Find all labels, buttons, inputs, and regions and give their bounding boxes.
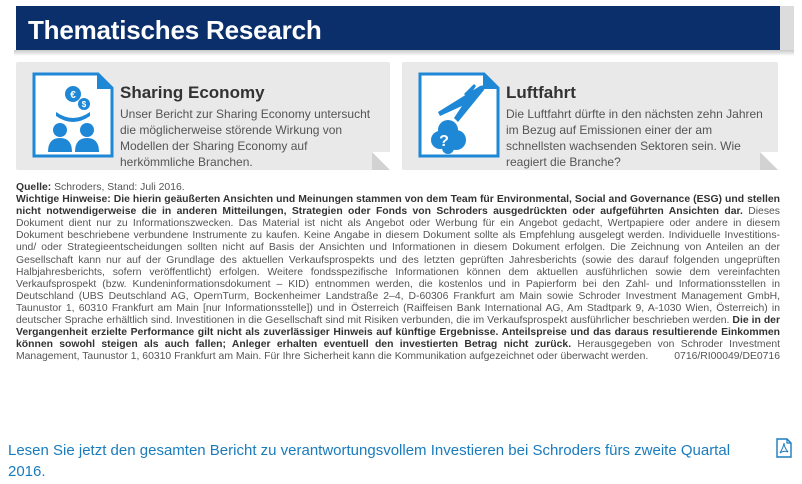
airplane-cloud-icon bbox=[418, 72, 500, 158]
source-text: Schroders, Stand: Juli 2016. bbox=[51, 182, 185, 193]
warning-text: Wichtige Hinweise: Die hierin geäußerten Ansichten und Meinungen stammen von dem Team für Environmental, Social and Governance (ESG) und stellen nicht notwendigerweise die in anderen Mitteilungen, Strategien oder Fonds von Schroders ausgedrückten oder aufgeführten Ansichten dar. bbox=[16, 194, 780, 218]
banner-tab bbox=[780, 6, 794, 54]
svg-text:?: ? bbox=[439, 133, 449, 150]
legal-disclaimer bbox=[16, 182, 780, 363]
publisher-text: Herausgegeben von Schroder Investment Management, Taunustor 1, 60310 Frankfurt am Main. Für Ihre Sicherheit kann die Kommunikation aufgezeichnet oder überwacht werden. bbox=[16, 339, 781, 363]
sharing-economy-icon bbox=[32, 72, 114, 158]
svg-text:$: $ bbox=[81, 100, 87, 109]
card-title: Sharing Economy bbox=[120, 83, 265, 102]
page-title: Thematisches Research bbox=[28, 14, 322, 45]
card-description: Unser Bericht zur Sharing Economy untersucht die möglicherweise störende Wirkung von Modellen der Sharing Economy auf herkömmliche Branchen. bbox=[120, 107, 371, 169]
full-report-link[interactable]: Lesen Sie jetzt den gesamten Bericht zu verantwortungsvollem Investieren bei Schroders fürs zweite Quartal 2016. bbox=[8, 442, 731, 480]
card-sharing-economy[interactable] bbox=[16, 62, 390, 170]
performance-warning: Die in der Vergangenheit erzielte Performance gilt nicht als zuverlässiger Hinweis auf künftige Ergebnisse. Anteilspreise und das daraus resultierende Einkommen können sowohl steigen als auch fallen; Anleger erhalten eventuell den investierten Betrag nicht zurück. bbox=[16, 315, 781, 351]
source-label: Quelle: bbox=[16, 182, 52, 193]
document-code: 0716/RI00049/DE0716 bbox=[674, 351, 780, 363]
card-luftfahrt[interactable] bbox=[402, 62, 778, 170]
svg-text:€: € bbox=[70, 90, 76, 101]
card-description: Die Luftfahrt dürfte in den nächsten zehn Jahren im Bezug auf Emissionen einer der am schnellsten wachsenden Sektoren sein. Wie reagiert die Branche? bbox=[506, 107, 763, 169]
card-title: Luftfahrt bbox=[506, 83, 576, 102]
banner bbox=[16, 6, 780, 54]
disclaimer-body: Dieses Dokument dient nur zu Informationszwecken. Das Material ist nicht als Angebot oder Werbung für ein Angebot gedacht, Wertpapiere oder andere in diesem Dokument beschriebene verbundene Instrumente zu kaufen. Keine Angabe in diesem Dokument sollte als Empfehlung ausgelegt werden. Individuelle Investitions- und/ oder Strategieentscheidungen sollten nicht auf Basis der Ansichten und Informationen in diesem Dokument erfolgen. Die Zeichnung von Anteilen an der Gesellschaft kann nur auf der Grundlage des aktuellen Verkaufsprospekts und des letzten geprüften Jahresberichts (sowie des darauf folgenden ungeprüften Halbjahresberichts, sofern veröffentlicht) erfolgen. Weitere fondsspezifische Informationen können dem aktuellen ausführlichen sowie dem vereinfachten Verkaufsprospekt (bzw. Kundeninformationsdokument – KID) entnommen werden, die kostenlos und in Papierform bei den Zahl- und Informationsstellen in Deutschland (UBS Deutschland AG, OpernTurm, Bockenheimer Landstraße 2–4, D-60306 Frankfurt am Main sowie Schroder Investment Management GmbH, Taunustor 1, 60310 Frankfurt am Main [nur Informationsstelle]) und in Österreich (Raiffeisen Bank International AG, Am Stadtpark 9, A-1030 Wien, Österreich) in deutscher Sprache erhältlich sind. Investitionen in die Gesellschaft sind mit Risiken verbunden, die im Verkaufsprospekt ausführlicher beschrieben werden. bbox=[16, 206, 780, 327]
pdf-icon[interactable] bbox=[776, 438, 792, 458]
banner-shadow bbox=[14, 50, 794, 56]
